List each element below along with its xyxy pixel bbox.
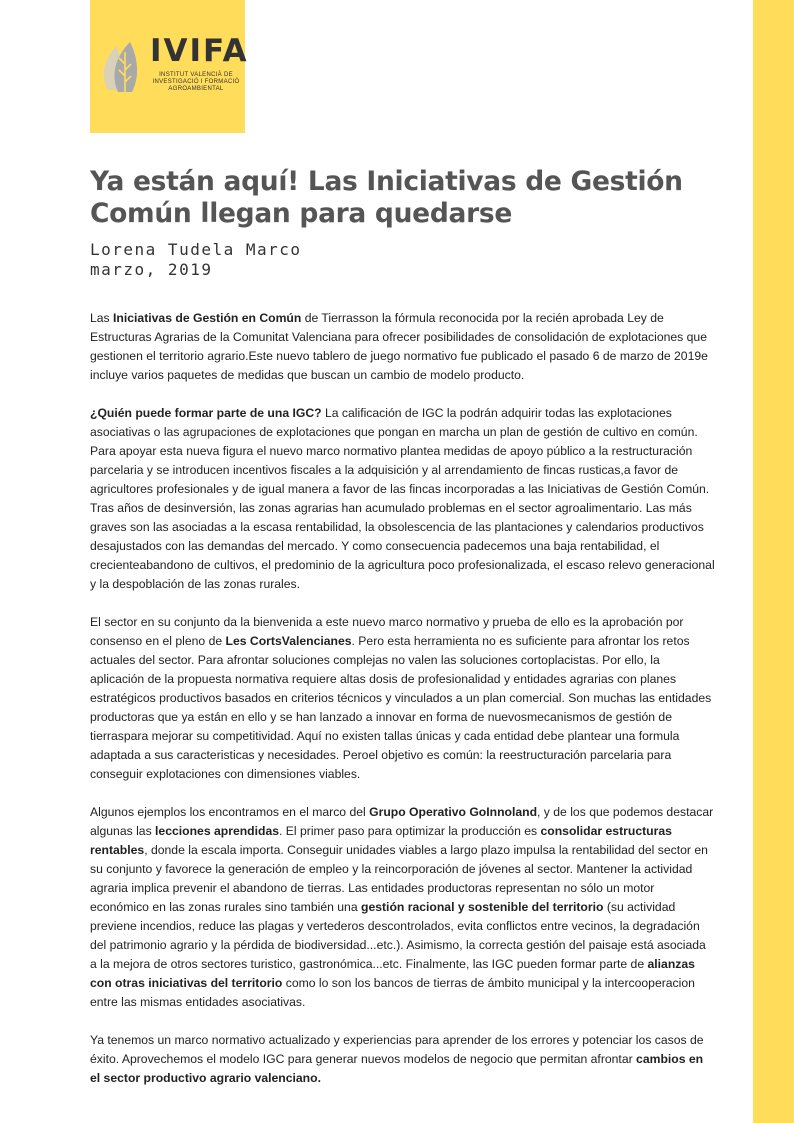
logo-subtitle-line: INSTITUT VALENCIÀ DE [159, 72, 233, 78]
article-author: Lorena Tudela Marco [90, 240, 302, 259]
bold-text-run: lecciones aprendidas [155, 824, 280, 838]
article-paragraph [90, 404, 715, 594]
article-paragraph [90, 1031, 715, 1088]
article-date: marzo, 2019 [90, 260, 213, 279]
logo-name: IVIFA [150, 33, 249, 69]
bold-text-run: ¿Quién puede formar parte de una IGC? [90, 406, 322, 420]
bold-text-run: Les CortsValencianes [225, 634, 352, 648]
text-run: Las [90, 311, 114, 325]
bold-text-run: Grupo Operativo GoInnoland [369, 805, 538, 819]
text-run: El sector en su conjunto da la bienvenida a este nuevo marco normativo y prueba de ello es la aprobación por consenso en el pleno de [90, 615, 684, 648]
article-paragraph [90, 613, 715, 784]
bold-text-run: consolidar estructuras rentables [90, 824, 672, 857]
bold-text-run: Iniciativas de Gestión en Común [113, 311, 302, 325]
logo-subtitle-line: AGROAMBIENTAL [168, 86, 224, 92]
side-accent-bar [753, 0, 794, 1123]
text-run: La calificación de IGC la podrán adquirir todas las explotaciones asociativas o las agrupaciones de explotaciones que pongan en marcha un plan de gestión de cultivo en común. Para apoyar esta nueva figura el nuevo marco normativo plantea medidas de apoyo público a la restructuración parcelaria y se introducen incentivos fiscales a la adquisición y al arrendamiento de fincas rusticas,a favor de agricultores profesionales y de igual manera a favor de las fincas incorporadas a las Iniciativas de Gestión Común. Tras años de desinversión, las zonas agrarias han acumulado problemas en el sector agroalimentario. Las más graves son las asociadas a la escasa rentabilidad, la obsolescencia de las plantaciones y calendarios productivos desajustados con las demandas del mercado. Y como consecuencia padecemos una baja rentabilidad, el crecienteabandono de cultivos, el predominio de la agricultura poco profesionalizada, el escaso relevo generacional y la despoblación de las zonas rurales. [90, 406, 715, 591]
text-run: . Pero esta herramienta no es suficiente para afrontar los retos actuales del sector. Para afrontar soluciones complejas no valen las soluciones cortoplacistas. Por ello, la aplicación de la propuesta normativa requiere altas dosis de profesionalidad y entidades agrarias con planes estratégicos productivos basados en criterios técnicos y vinculados a un plan comercial. Son muchas las entidades productoras que ya están en ello y se han lanzado a innovar en forma de nuevosmecanismos de gestión de tierraspara mejorar su competitividad. Aquí no existen tallas únicas y cada entidad debe plantear una formula adaptada a sus caracteristicas y necesidades. Peroel objetivo es común: la reestructuración parcelaria para conseguir explotaciones con dimensiones viables. [90, 634, 712, 781]
article-paragraph [90, 803, 715, 1012]
bold-text-run: gestión racional y sostenible del territorio [361, 900, 604, 914]
text-run: , donde la escala importa. Conseguir unidades viables a largo plazo impulsa la rentabilidad del sector en su conjunto y favorece la generación de empleo y la reincorporación de jóvenes al sector. Mantener la actividad agraria implica prevenir el abandono de tierras. Las entidades productoras representan no sólo un motor económico en las zonas rurales sino también una [90, 843, 708, 914]
text-run: de Tierrasson la fórmula reconocida por la recién aprobada Ley de Estructuras Agrarias de la Comunitat Valenciana para ofrecer posibilidades de consolidación de explotaciones que gestionen el territorio agrario.Este nuevo tablero de juego normativo fue publicado el pasado 6 de marzo de 2019e incluye varios paquetes de medidas que buscan un cambio de modelo producto. [90, 311, 708, 382]
article-paragraph [90, 309, 715, 385]
logo-subtitle [150, 72, 242, 93]
text-run: como lo son los bancos de tierras de ámbito municipal y la intercooperacion entre las mismas entidades asociativas. [90, 976, 695, 1009]
text-run: . El primer paso para optimizar la producción es [279, 824, 541, 838]
bold-text-run: cambios en el sector productivo agrario valenciano. [90, 1052, 704, 1085]
leaf-icon [100, 40, 150, 95]
text-run: (su actividad previene incendios, reduce las plagas y vertederos descontrolados, evita conflictos entre vecinos, la degradación del patrimonio agrario y la pérdida de biodiversidad...etc.). Asimismo, la correcta gestión del paisaje está asociada a la mejora de otros sectores turistico, gastronómica...etc. Finalmente, las IGC pueden formar parte de [90, 900, 706, 971]
article-body [90, 309, 715, 1107]
text-run: Ya tenemos un marco normativo actualizado y experiencias para aprender de los errores y potenciar los casos de éxito. Aprovechemos el modelo IGC para generar nuevos modelos de negocio que permitan afrontar [90, 1033, 704, 1066]
logo-subtitle-line: INVESTIGACIÓ I FORMACIÓ [152, 79, 240, 85]
bold-text-run: alianzas con otras iniciativas del territorio [90, 957, 695, 990]
text-run: Algunos ejemplos los encontramos en el marco del [90, 805, 370, 819]
article-title: Ya están aquí! Las Iniciativas de Gestión Común llegan para quedarse [90, 166, 683, 229]
text-run: , y de los que podemos destacar algunas las [90, 805, 714, 838]
